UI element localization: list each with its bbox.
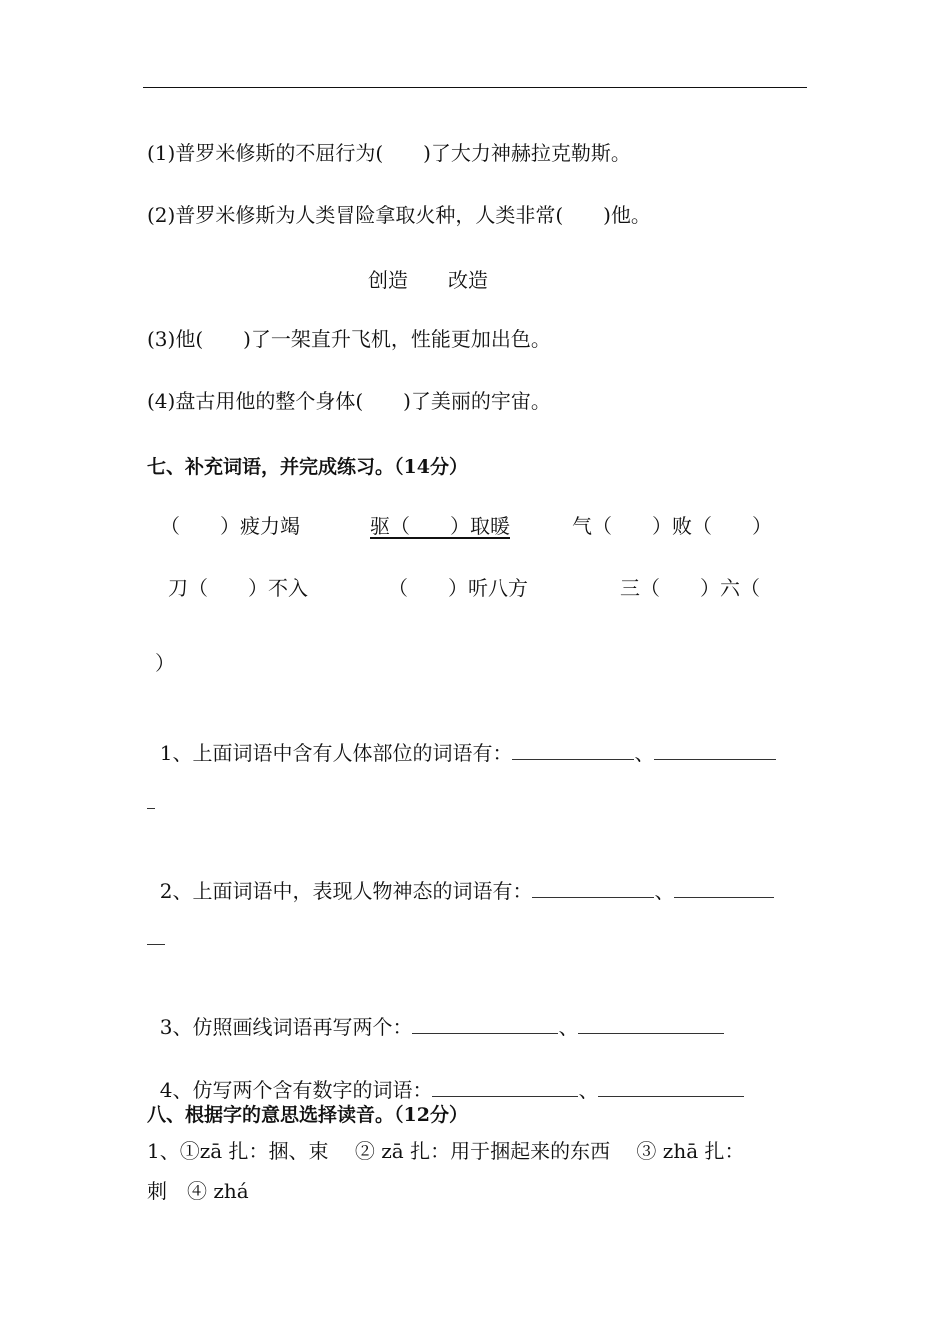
q7-word-2-underlined: 驱（ ）取暖 bbox=[370, 514, 510, 538]
q7-question-3 bbox=[147, 988, 724, 1040]
separator: 、 bbox=[654, 879, 675, 903]
q7-word-6: 三（ ）六（ bbox=[620, 576, 760, 600]
answer-blank[interactable] bbox=[654, 741, 776, 760]
q8-item-1-line-1: 1、①zā 扎：捆、束 ② zā 扎：用于捆起来的东西 ③ zhā 扎： bbox=[147, 1139, 745, 1163]
q7-word-4: 刀（ ）不入 bbox=[168, 576, 308, 600]
answer-blank[interactable] bbox=[432, 1078, 578, 1097]
q7-question-3-text: 3、仿照画线词语再写两个： bbox=[159, 1015, 413, 1039]
answer-blank[interactable] bbox=[532, 879, 654, 898]
q7-word-3: 气（ ）败（ ） bbox=[572, 514, 772, 538]
answer-blank[interactable] bbox=[578, 1015, 724, 1034]
separator: 、 bbox=[634, 741, 655, 765]
answer-blank[interactable] bbox=[512, 741, 634, 760]
q7-question-2-text: 2、上面词语中，表现人物神态的词语有： bbox=[159, 879, 533, 903]
q8-item-1-line-2: 刺 ④ zhá bbox=[147, 1179, 249, 1203]
answer-blank[interactable] bbox=[412, 1015, 558, 1034]
q7-word-6-tail: ） bbox=[155, 651, 175, 675]
answer-blank[interactable] bbox=[598, 1078, 744, 1097]
q6-item-2: (2)普罗米修斯为人类冒险拿取火种，人类非常( )他。 bbox=[147, 203, 651, 227]
q6-item-4: (4)盘古用他的整个身体( )了美丽的宇宙。 bbox=[147, 389, 551, 413]
separator: 、 bbox=[558, 1015, 579, 1039]
q7-question-1-text: 1、上面词语中含有人体部位的词语有： bbox=[159, 741, 513, 765]
q7-heading: 七、补充词语，并完成练习。（14分） bbox=[147, 456, 468, 478]
q7-word-1: （ ）疲力竭 bbox=[160, 514, 300, 538]
q7-question-1 bbox=[147, 714, 776, 766]
q6-item-1: (1)普罗米修斯的不屈行为( )了大力神赫拉克勒斯。 bbox=[147, 141, 631, 165]
q7-question-4 bbox=[147, 1051, 744, 1103]
q7-question-4-text: 4、仿写两个含有数字的词语： bbox=[159, 1078, 433, 1102]
q7-question-2 bbox=[147, 852, 774, 904]
q6-word-choices: 创造 改造 bbox=[368, 268, 488, 292]
q8-heading: 八、根据字的意思选择读音。（12分） bbox=[147, 1104, 468, 1126]
q7-word-5: （ ）听八方 bbox=[388, 576, 528, 600]
header-rule bbox=[143, 87, 807, 88]
answer-blank-continued bbox=[147, 794, 155, 809]
separator: 、 bbox=[578, 1078, 599, 1102]
answer-blank[interactable] bbox=[674, 879, 774, 898]
answer-blank-continued bbox=[147, 930, 165, 945]
q6-item-3: (3)他( )了一架直升飞机，性能更加出色。 bbox=[147, 327, 551, 351]
